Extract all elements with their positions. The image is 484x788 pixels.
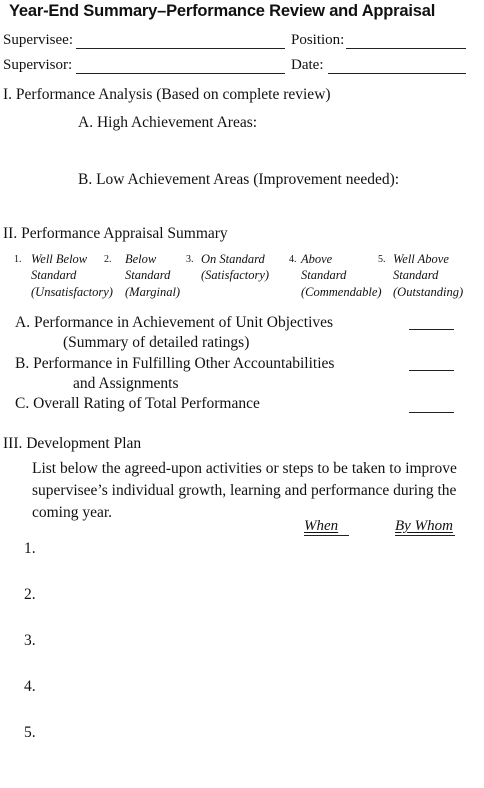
section-3-heading: III. Development Plan <box>3 435 142 452</box>
development-plan-instructions: List below the agreed-upon activities or steps to be taken to improve supervisee’s individual growth, learning and performance during the coming year. <box>32 460 457 521</box>
scale-2-line-2: Standard <box>125 268 171 282</box>
page-title: Year-End Summary–Performance Review and Appraisal <box>9 2 436 20</box>
scale-1-number: 1. <box>14 254 22 265</box>
plan-item-5: 5. <box>24 724 36 741</box>
when-column-header: When <box>304 518 339 534</box>
plan-item-4: 4. <box>24 678 36 695</box>
plan-item-2: 2. <box>24 586 36 603</box>
rating-c-line-1: C. Overall Rating of Total Performance <box>15 395 260 412</box>
scale-1-line-3: (Unsatisfactory) <box>31 285 113 299</box>
section-1-heading: I. Performance Analysis (Based on complete review) <box>3 86 331 103</box>
scale-4-line-3: (Commendable) <box>301 285 382 299</box>
supervisee-field[interactable] <box>76 48 285 49</box>
scale-5-number: 5. <box>378 254 386 265</box>
scale-4-number: 4. <box>289 254 297 265</box>
plan-item-1: 1. <box>24 540 36 557</box>
date-field[interactable] <box>328 73 466 74</box>
scale-3-line-2: (Satisfactory) <box>201 268 270 282</box>
rating-c-field[interactable] <box>409 412 454 413</box>
supervisor-label: Supervisor: <box>3 57 73 73</box>
scale-2-line-1: Below <box>125 252 157 266</box>
scale-2-number: 2. <box>104 254 112 265</box>
scale-1-line-1: Well Below <box>31 252 88 266</box>
supervisor-field[interactable] <box>76 73 285 74</box>
rating-b-field[interactable] <box>409 370 454 371</box>
rating-a-field[interactable] <box>409 329 454 330</box>
scale-5-line-3: (Outstanding) <box>393 285 464 299</box>
rating-b-line-2: and Assignments <box>73 375 179 392</box>
scale-1-line-2: Standard <box>31 268 77 282</box>
supervisee-label: Supervisee: <box>3 32 73 48</box>
scale-3-number: 3. <box>186 254 194 265</box>
by-whom-underline <box>395 535 455 536</box>
date-label: Date: <box>291 57 324 73</box>
section-2-heading: II. Performance Appraisal Summary <box>3 225 228 242</box>
scale-5-line-1: Well Above <box>393 252 449 266</box>
position-label: Position: <box>291 32 345 48</box>
scale-4-line-1: Above <box>301 252 333 266</box>
low-achievement-label: B. Low Achievement Areas (Improvement needed): <box>78 171 400 188</box>
rating-a-line-1: A. Performance in Achievement of Unit Objectives <box>15 314 334 331</box>
when-underline <box>304 535 349 536</box>
by-whom-column-header: By Whom <box>395 518 453 534</box>
rating-a-line-2: (Summary of detailed ratings) <box>63 334 250 351</box>
scale-5-line-2: Standard <box>393 268 439 282</box>
position-field[interactable] <box>346 48 466 49</box>
rating-b-line-1: B. Performance in Fulfilling Other Accountabilities <box>15 355 335 372</box>
scale-4-line-2: Standard <box>301 268 347 282</box>
plan-item-3: 3. <box>24 632 36 649</box>
scale-2-line-3: (Marginal) <box>125 285 181 299</box>
high-achievement-label: A. High Achievement Areas: <box>78 114 258 131</box>
scale-3-line-1: On Standard <box>201 252 265 266</box>
